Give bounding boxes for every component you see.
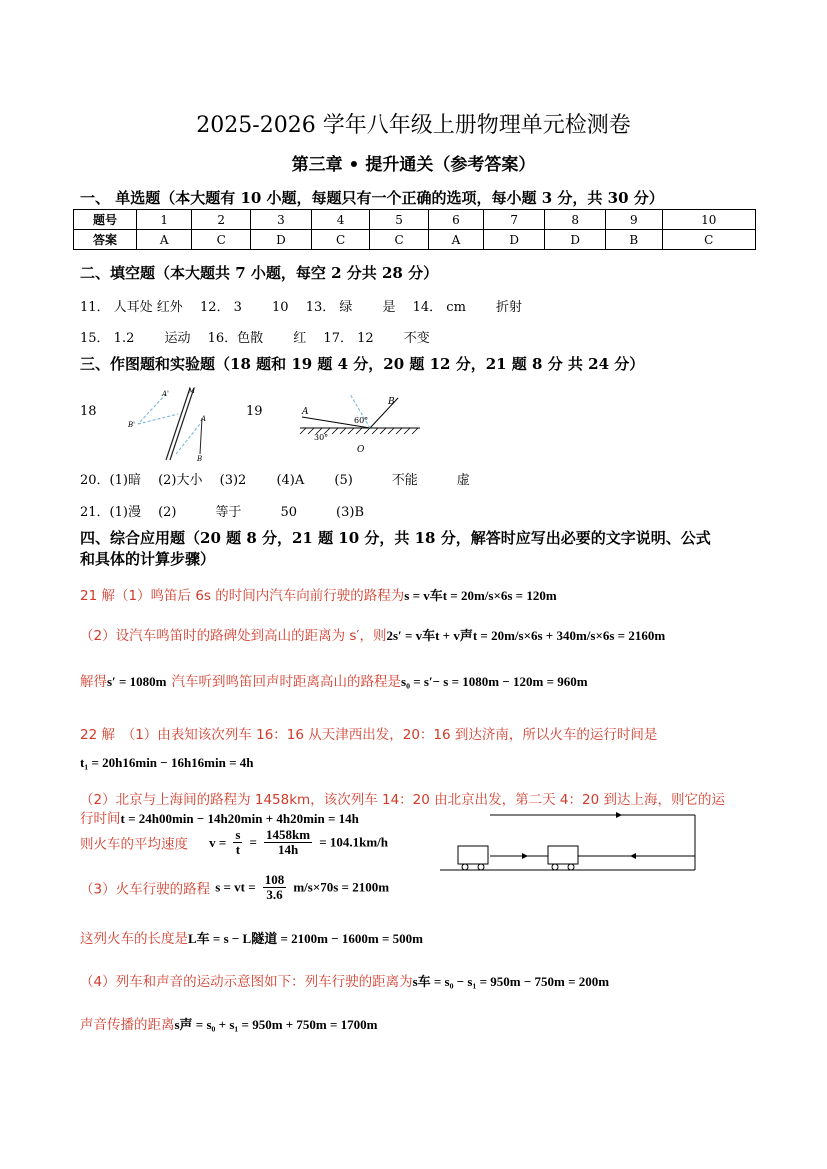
section1-heading: 一、 单选题（本大题有 10 小题，每题只有一个正确的选项，每小题 3 分，共 30 分） [80,189,664,207]
label-b-prime: B' [128,421,136,429]
q22-step2-text-a: （2）北京与上海间的路程为 1458km，该次列车 14：20 由北京出发，第二天 4：20 到达上海，则它的运 [80,792,725,808]
q22-step4 [80,873,389,902]
q21-step2-text: （2）设汽车鸣笛时的路碑处到高山的距离为 s′，则 [80,628,387,644]
q21-step3 [80,670,588,690]
q22-step2 [80,807,359,827]
table-cell: D [545,230,606,250]
row-label: 题号 [74,210,137,230]
q22-step3-eq: = [249,834,257,850]
page-title: 2025-2026 学年八年级上册物理单元检测卷 [196,113,631,138]
q22-step3-result: = 104.1km/h [319,834,388,850]
q21-step1-text: 21 解（1）鸣笛后 6s 的时间内汽车向前行驶的路程为 [80,588,405,604]
label-b: B [197,455,203,463]
q21-step3-formula1: s′ = 1080m [107,674,167,689]
page-subtitle: 第三章 • 提升通关（参考答案） [291,155,536,175]
fraction-numerator: 108 [264,872,285,887]
table-cell: 9 [606,210,662,230]
q22-step6-formula: s车 = s₀ − s₁ = 950m − 750m = 200m [412,974,610,989]
answer-table [73,209,756,250]
table-cell: 2 [192,210,250,230]
q22-step7-text: 声音传播的距离 [80,1017,175,1033]
table-cell: 3 [250,210,311,230]
q22-step4-lhs: s = vt = [215,879,256,895]
table-cell: C [192,230,250,250]
label-a-prime: A' [162,390,169,398]
section2-heading: 二、填空题（本大题共 7 小题，每空 2 分共 28 分） [80,264,439,282]
q22-step7-formula: s声 = s₀ + s₁ = 950m + 750m = 1700m [174,1017,378,1032]
table-cell: 7 [484,210,545,230]
q18-label: 18 [80,404,97,419]
q22-step3-fraction1 [233,828,242,857]
table-cell: D [250,230,311,250]
q22-step5 [80,927,423,947]
fraction-denominator: 3.6 [266,887,283,902]
fill-answers-line2: 15． 1.2 运动 16．色散 红 17． 12 不变 [80,331,430,346]
label-m: M [188,387,196,395]
q22-step3-fraction2 [264,828,312,857]
label-angle-60: 60° [354,416,369,425]
q22-step6 [80,970,609,990]
label-angle-30: 30° [314,433,329,442]
table-cell: C [662,230,755,250]
fill-answers-line1: 11． 人耳处 红外 12． 3 10 13． 绿 是 14． cm 折射 [80,300,523,315]
q19-label: 19 [246,404,263,419]
q22-step4-result: m/s×70s = 2100m [293,879,390,895]
q21-step1-formula: s = v车t = 20m/s×6s = 120m [404,588,557,603]
q20-answers: 20．(1)暗 (2)大小 (3)2 (4)A (5) 不能 虚 [80,473,470,488]
table-cell: 1 [137,210,192,230]
reflection-diagram-19 [292,390,422,454]
q22-step4-fraction [263,873,287,902]
q22-step1-formula: t₁ = 20h16min − 16h16min = 4h [80,755,254,770]
row-label: 答案 [74,230,137,250]
q22-step4-text: （3）火车行驶的路程 [80,881,211,898]
mirror-diagram-18 [118,384,218,464]
q21-step3-pre: 解得 [80,674,107,690]
fraction-numerator: s [235,827,241,842]
table-cell: C [311,230,369,250]
q21-answers: 21．(1)漫 (2) 等于 50 (3)B [80,505,365,520]
fraction-denominator: 14h [277,842,299,857]
table-row [74,230,756,250]
q22-step2-text-b: 行时间 [80,811,121,827]
label-b: B [388,397,395,407]
q22-step5-text: 这列火车的长度是 [80,931,188,947]
q21-step3-formula2: s₀ = s′− s = 1080m − 120m = 960m [401,674,588,689]
table-cell: 10 [662,210,755,230]
q22-step7 [80,1013,378,1033]
train-sound-diagram [440,810,698,882]
fraction-denominator: t [235,842,241,857]
q21-step2-formula: 2s′ = v车t + v声t = 20m/s×6s + 340m/s×6s = 2160m [386,628,666,643]
q21-step2 [80,624,665,644]
q21-step1 [80,584,557,604]
table-cell: C [370,230,428,250]
q22-step2-formula: t = 24h00min − 14h20min + 4h20min = 14h [120,811,359,826]
table-cell: B [606,230,662,250]
table-cell: A [137,230,192,250]
q21-step3-text: 汽车听到鸣笛回声时距离高山的路程是 [171,674,402,690]
table-cell: 6 [428,210,483,230]
table-row [74,210,756,230]
label-o: O [357,445,365,454]
q22-step1-text: 22 解 （1）由表知该次列车 16：16 从天津西出发，20：16 到达济南，所以火车的运行时间是 [80,727,658,743]
table-cell: 5 [370,210,428,230]
q22-step3 [80,828,388,857]
q22-step3-lhs: v = [209,834,227,850]
section4-heading-line1: 四、综合应用题（20 题 8 分，21 题 10 分，共 18 分，解答时应写出必要的文字说明、公式 [80,529,711,547]
q22-step6-text: （4）列车和声音的运动示意图如下：列车行驶的距离为 [80,974,413,990]
section3-heading: 三、作图题和实验题（18 题和 19 题 4 分，20 题 12 分，21 题 8 分 共 24 分） [80,355,645,373]
table-cell: A [428,230,483,250]
label-a: A [302,407,309,417]
label-a: A [201,415,207,423]
q22-step3-text: 则火车的平均速度 [80,836,188,853]
table-cell: 4 [311,210,369,230]
table-cell: D [484,230,545,250]
q22-step5-formula: L车 = s − L隧道 = 2100m − 1600m = 500m [188,931,423,946]
section4-heading-line2: 和具体的计算步骤） [80,550,216,568]
table-cell: 8 [545,210,606,230]
fraction-numerator: 1458km [266,827,311,842]
